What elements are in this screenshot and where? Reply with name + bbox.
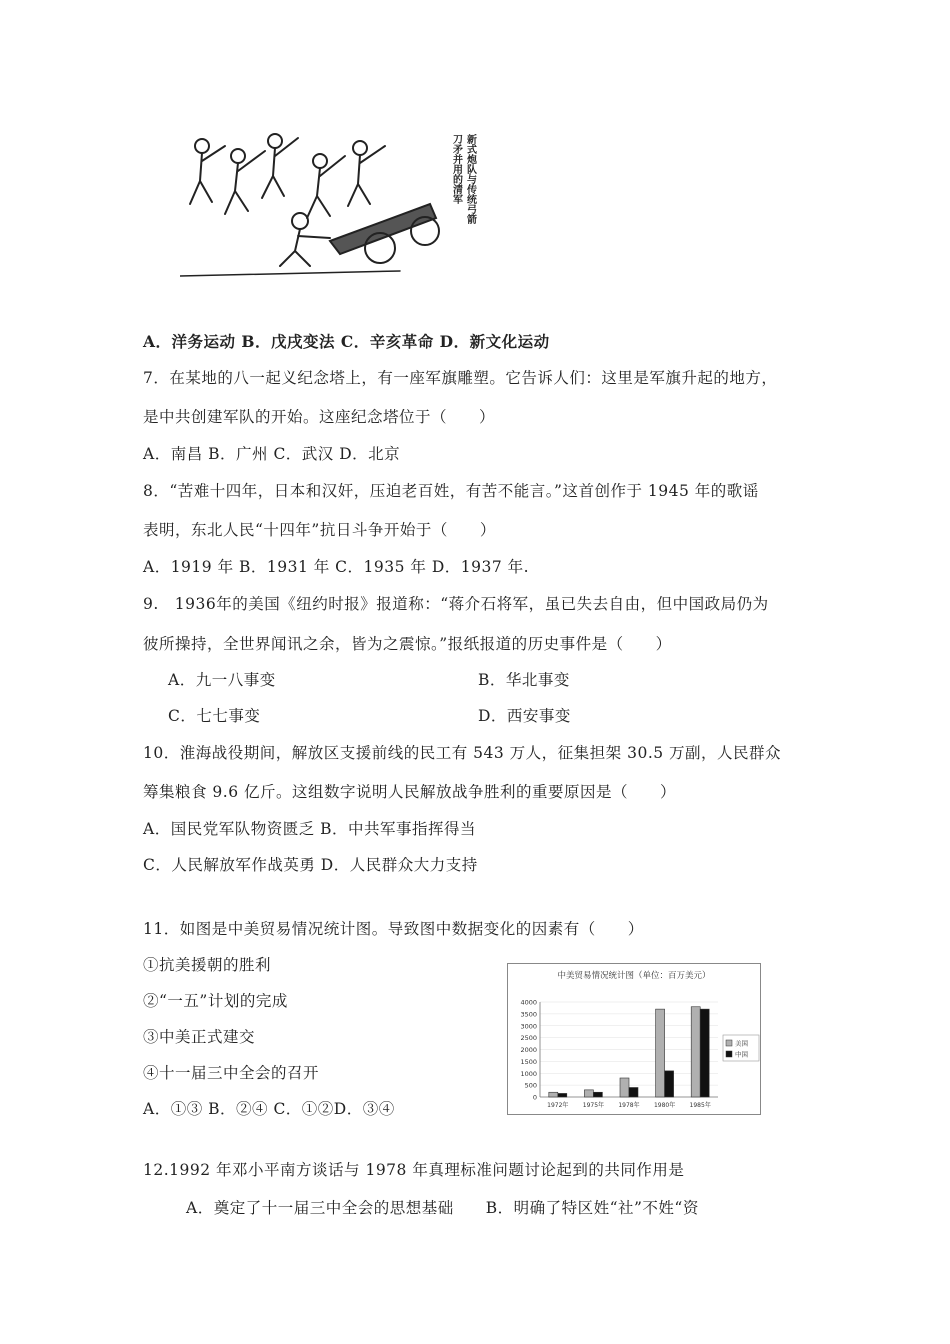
y-tick-label: 4000 bbox=[520, 998, 537, 1007]
q11-stem: 11．如图是中美贸易情况统计图。导致图中数据变化的因素有（ ） bbox=[143, 920, 644, 938]
bar-美国 bbox=[549, 1092, 558, 1097]
y-tick-label: 1000 bbox=[520, 1069, 537, 1078]
q7-options: A．南昌 B．广州 C．武汉 D．北京 bbox=[143, 445, 401, 463]
q6-options: A．洋务运动 B．戊戌变法 C．辛亥革命 D．新文化运动 bbox=[143, 332, 550, 351]
qing-army-illustration bbox=[180, 126, 480, 281]
x-tick-label: 1980年 bbox=[653, 1102, 676, 1109]
q12-stem: 12.1992 年邓小平南方谈话与 1978 年真理标准问题讨论起到的共同作用是 bbox=[143, 1161, 685, 1179]
q7-line2: 是中共创建军队的开始。这座纪念塔位于（ ） bbox=[143, 408, 496, 426]
q12-options: A．奠定了十一届三中全会的思想基础 B．明确了特区姓“社”不姓“资 bbox=[186, 1199, 699, 1217]
chart-title: 中美贸易情况统计图（单位：百万美元） bbox=[557, 971, 711, 981]
trade-chart-svg bbox=[508, 964, 760, 1114]
illustration-caption-2: 刀矛并用的清军 bbox=[450, 134, 462, 204]
bar-美国 bbox=[691, 1007, 700, 1097]
legend-swatch bbox=[726, 1040, 732, 1046]
bar-中国 bbox=[665, 1071, 674, 1097]
q7-line1: 7．在某地的八一起义纪念塔上，有一座军旗雕塑。它告诉人们：这里是军旗升起的地方， bbox=[143, 369, 778, 387]
q10-line1: 10．淮海战役期间，解放区支援前线的民工有 543 万人，征集担架 30.5 万副，人民群众 bbox=[143, 744, 782, 762]
q9-line1: 9. 1936年的美国《纽约时报》报道称：“蒋介石将军，虽已失去自由，但中国政局仍为 bbox=[143, 595, 769, 613]
y-tick-label: 500 bbox=[524, 1081, 537, 1090]
q11-options: A．①③ B．②④ C．①②D．③④ bbox=[143, 1100, 395, 1118]
q8-line2: 表明，东北人民“十四年”抗日斗争开始于（ ） bbox=[143, 521, 496, 539]
q8-options: A．1919 年 B．1931 年 C．1935 年 D．1937 年. bbox=[143, 558, 530, 576]
bar-美国 bbox=[620, 1078, 629, 1097]
trade-chart bbox=[507, 963, 761, 1115]
legend-label: 美国 bbox=[735, 1039, 748, 1048]
y-tick-label: 0 bbox=[532, 1093, 537, 1102]
bar-美国 bbox=[656, 1009, 665, 1097]
x-tick-label: 1978年 bbox=[618, 1102, 640, 1109]
q9-option-c: C．七七事变 bbox=[168, 707, 261, 725]
q8-line1: 8．“苦难十四年，日本和汉奸，压迫老百姓，有苦不能言。”这首创作于 1945 年的歌谣 bbox=[143, 482, 759, 500]
x-tick-label: 1972年 bbox=[547, 1102, 569, 1109]
q11-item-2: ②“一五”计划的完成 bbox=[143, 992, 288, 1010]
bar-中国 bbox=[700, 1009, 709, 1097]
q10-line2: 筹集粮食 9.6 亿斤。这组数字说明人民解放战争胜利的重要原因是（ ） bbox=[143, 783, 677, 801]
legend-swatch bbox=[726, 1051, 732, 1057]
q11-item-3: ③中美正式建交 bbox=[143, 1028, 256, 1046]
q10-options-1: A．国民党军队物资匮乏 B．中共军事指挥得当 bbox=[143, 820, 477, 838]
q11-item-1: ①抗美援朝的胜利 bbox=[143, 956, 272, 974]
q9-line2: 彼所操持，全世界闻讯之余，皆为之震惊。”报纸报道的历史事件是（ ） bbox=[143, 635, 672, 653]
y-tick-label: 1500 bbox=[520, 1057, 537, 1066]
x-tick-label: 1985年 bbox=[689, 1102, 711, 1109]
q9-option-d: D．西安事变 bbox=[478, 707, 571, 725]
bar-中国 bbox=[558, 1093, 567, 1097]
y-tick-label: 2500 bbox=[520, 1034, 537, 1043]
q9-option-b: B．华北事变 bbox=[478, 671, 570, 689]
bar-中国 bbox=[629, 1088, 638, 1098]
bar-中国 bbox=[593, 1092, 602, 1097]
x-tick-label: 1975年 bbox=[582, 1102, 605, 1109]
q11-item-4: ④十一届三中全会的召开 bbox=[143, 1064, 320, 1082]
q10-options-2: C．人民解放军作战英勇 D．人民群众大力支持 bbox=[143, 856, 478, 874]
legend-label: 中国 bbox=[735, 1050, 748, 1059]
bar-美国 bbox=[584, 1090, 593, 1097]
y-tick-label: 3000 bbox=[520, 1022, 537, 1031]
q9-option-a: A．九一八事变 bbox=[168, 671, 276, 689]
y-tick-label: 3500 bbox=[520, 1010, 537, 1019]
y-tick-label: 2000 bbox=[520, 1046, 537, 1054]
illustration-caption-1: 新式炮队与传统弓箭 bbox=[464, 134, 476, 224]
